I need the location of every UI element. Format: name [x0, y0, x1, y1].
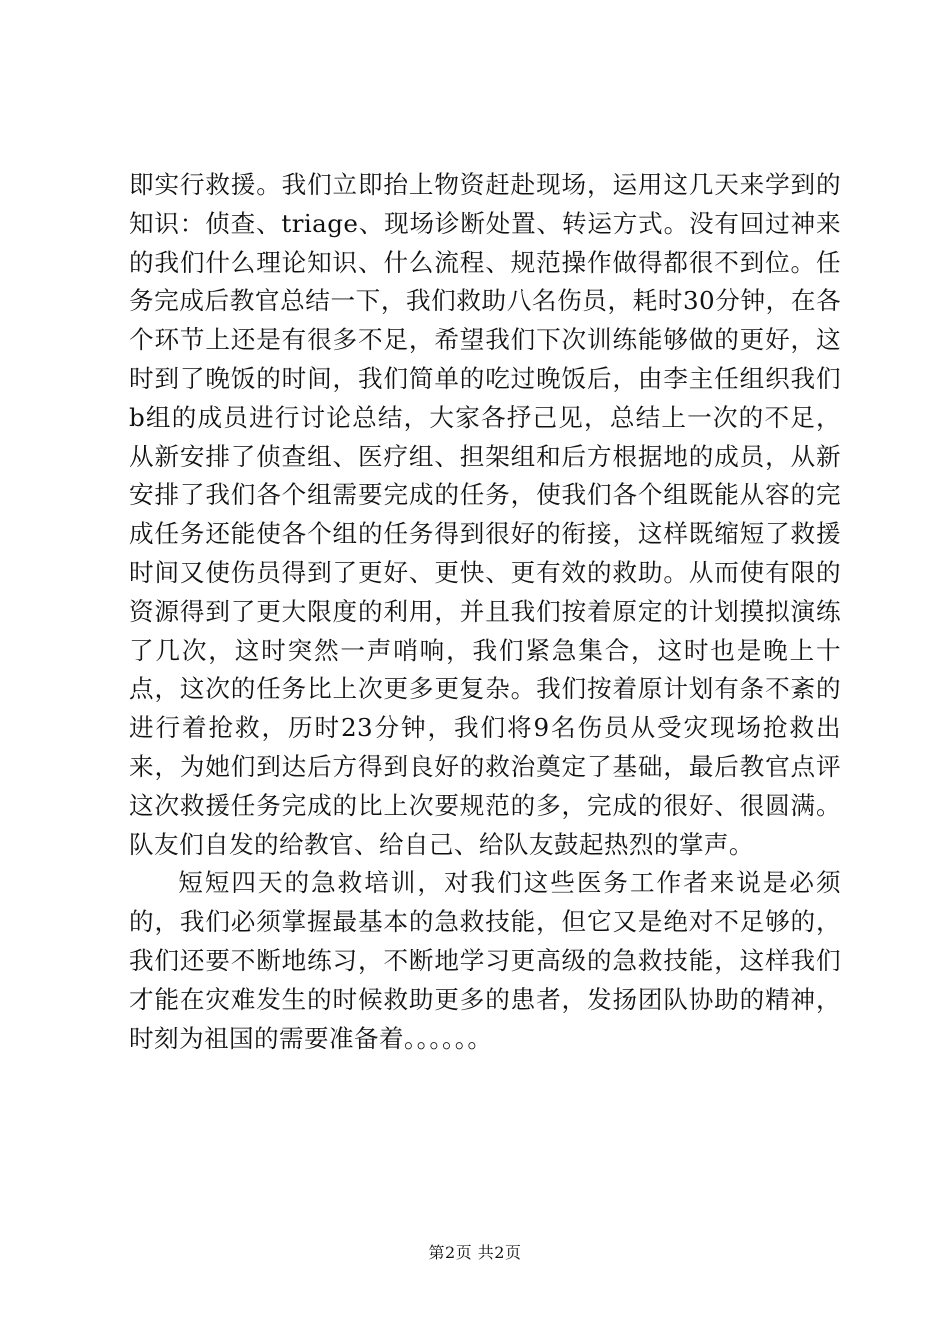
paragraph-continuation: 即实行救援。我们立即抬上物资赶赴现场，运用这几天来学到的知识：侦查、triage、现场诊断处置、转运方式。没有回过神来的我们什么理论知识、什么流程、规范操作做得都很不到位。任务完成后教官总结一下，我们救助八名伤员，耗时30分钟，在各个环节上还是有很多不足，希望我们下次训练能够做的更好，这时到了晚饭的时间，我们简单的吃过晚饭后，由李主任组织我们b组的成员进行讨论总结，大家各抒己见，总结上一次的不足，从新安排了侦查组、医疗组、担架组和后方根据地的成员，从新安排了我们各个组需要完成的任务，使我们各个组既能从容的完成任务还能使各个组的任务得到很好的衔接，这样既缩短了救援时间又使伤员得到了更好、更快、更有效的救助。从而使有限的资源得到了更大限度的利用，并且我们按着原定的计划摸拟演练了几次，这时突然一声哨响，我们紧急集合，这时也是晚上十点，这次的任务比上次更多更复杂。我们按着原计划有条不紊的进行着抢救，历时23分钟，我们将9名伤员从受灾现场抢救出来，为她们到达后方得到良好的救治奠定了基础，最后教官点评这次救援任务完成的比上次要规范的多，完成的很好、很圆满。队友们自发的给教官、给自己、给队友鼓起热烈的掌声。	[129, 170, 841, 859]
paragraph-conclusion: 短短四天的急救培训，对我们这些医务工作者来说是必须的，我们必须掌握最基本的急救技能，但它又是绝对不足够的，我们还要不断地练习，不断地学习更高级的急救技能，这样我们才能在灾难发生的时候救助更多的患者，发扬团队协助的精神，时刻为祖国的需要准备着。。。。。。	[129, 868, 841, 1053]
document-body	[129, 166, 841, 1058]
page-footer: 第2页 共2页	[428, 1243, 522, 1262]
